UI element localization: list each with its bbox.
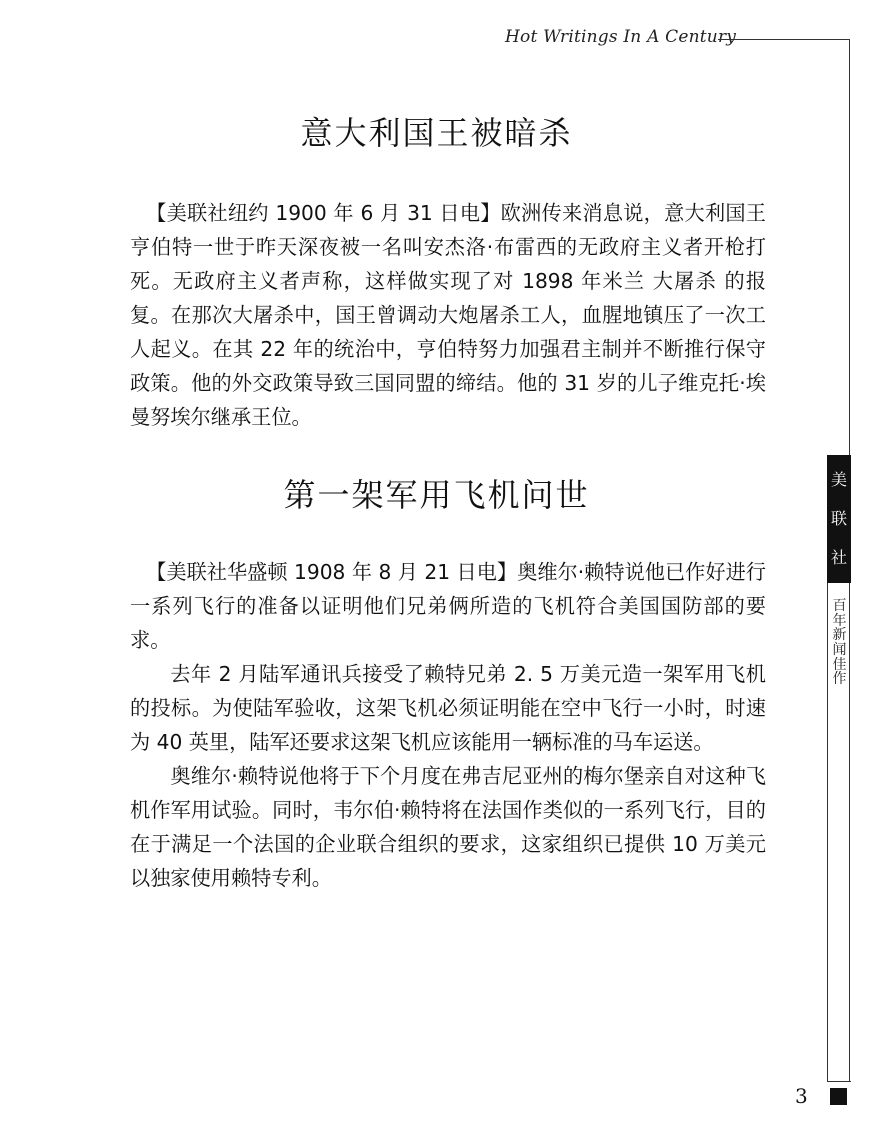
page-number: 3 <box>795 1084 808 1108</box>
article-paragraph: 奥维尔·赖特说他将于下个月度在弗吉尼亚州的梅尔堡亲自对这种飞机作军用试验。同时，韦尔伯·赖特将在法国作类似的一系列飞行，目的在于满足一个法国的企业联合组织的要求，这家组织已提供 10 万美元以独家使用赖特专利。 <box>130 764 766 890</box>
running-header-title: Hot Writings In A Century <box>505 27 737 47</box>
side-tab-char: 新 <box>832 627 847 644</box>
article-paragraph: 去年 2 月陆军通讯兵接受了赖特兄弟 2. 5 万美元造一架军用飞机的投标。为使陆军验收，这架飞机必须证明能在空中飞行一小时，时速为 40 英里，陆军还要求这架飞机应该能用一辆标准的马车运送。 <box>130 662 766 754</box>
page-marker-square <box>830 1088 847 1105</box>
article-paragraph: 【美联社华盛顿 1908 年 8 月 21 日电】奥维尔·赖特说他已作好进行一系列飞行的准备以证明他们兄弟俩所造的飞机符合美国国防部的要求。 <box>130 560 766 652</box>
side-tab-char: 作 <box>832 671 847 688</box>
header-rule <box>718 39 850 40</box>
side-tab-char: 美 <box>830 470 847 490</box>
side-tab-char: 佳 <box>832 656 847 673</box>
article-title: 第一架军用飞机问世 <box>283 476 590 514</box>
side-tab-char: 年 <box>832 612 847 629</box>
article-paragraph: 【美联社纽约 1900 年 6 月 31 日电】欧洲传来消息说，意大利国王亨伯特一世于昨天深夜被一名叫安杰洛·布雷西的无政府主义者开枪打死。无政府主义者声称，这样做实现了对 1898 年米兰 大屠杀 的报复。在那次大屠杀中，国王曾调动大炮屠杀工人，血腥地镇压了一次工人起义。在其 22 年的统治中，亨伯特努力加强君主制并不断推行保守政策。他的外交政策导致三国同盟的缔结。他的 31 岁的儿子维克托·埃曼努埃尔继承王位。 <box>130 201 766 429</box>
side-tab-book-title <box>827 583 851 1082</box>
article-body <box>130 555 766 895</box>
side-tab-char: 百 <box>832 598 847 614</box>
side-tab-char: 社 <box>830 547 847 567</box>
side-tab-char: 联 <box>830 508 847 528</box>
article-body <box>130 196 766 434</box>
article-title: 意大利国王被暗杀 <box>300 114 573 152</box>
side-tab-char: 闻 <box>832 642 847 659</box>
